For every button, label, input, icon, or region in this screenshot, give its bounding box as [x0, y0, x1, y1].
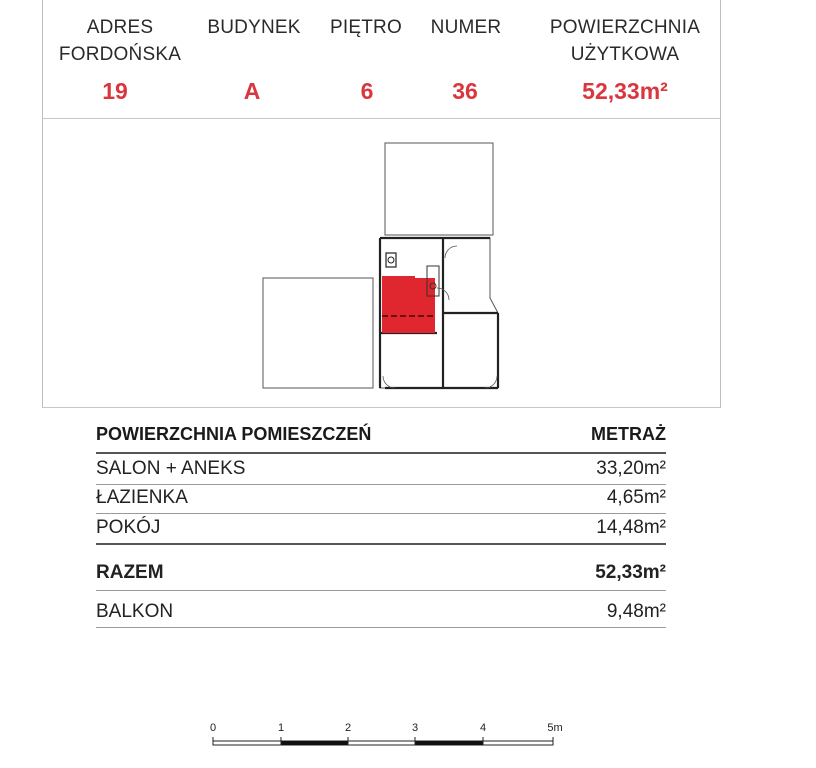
scale-label: 3: [411, 722, 419, 734]
area-label-line1: POWIERZCHNIA: [549, 17, 701, 38]
row-divider: [96, 484, 666, 485]
address-label-line2: FORDOŃSKA: [58, 44, 182, 65]
address-value: 19: [102, 78, 128, 104]
scale-label: 1: [277, 722, 285, 734]
building-value: A: [243, 78, 261, 104]
floor-label: PIĘTRO: [330, 17, 402, 38]
floor-value: 6: [360, 78, 374, 104]
row-divider: [96, 627, 666, 628]
room-name: SALON + ANEKS: [96, 458, 246, 479]
total-row: [96, 562, 666, 584]
building-label: BUDYNEK: [207, 17, 301, 38]
scale-label: 5m: [547, 722, 563, 734]
total-label: RAZEM: [96, 562, 164, 583]
area-value: 52,33m²: [582, 78, 668, 104]
room-area: 14,48m²: [596, 517, 666, 538]
frame-right-border: [720, 0, 721, 408]
scale-label: 2: [344, 722, 352, 734]
header-number: [421, 14, 511, 41]
header-address: [55, 14, 185, 68]
table-header-rule: [96, 452, 666, 454]
room-area: 4,65m²: [606, 487, 666, 508]
room-area: 33,20m²: [596, 458, 666, 479]
header-floor: [322, 14, 410, 41]
frame-left-border: [42, 0, 43, 408]
table-row: [96, 487, 666, 509]
scale-ruler: [205, 736, 565, 748]
room-name: ŁAZIENKA: [96, 487, 188, 508]
total-area: 52,33m²: [595, 562, 666, 583]
balcony-label: BALKON: [96, 601, 174, 622]
address-label-line1: ADRES: [86, 17, 154, 38]
row-divider: [96, 590, 666, 591]
rooms-table-header: [96, 424, 666, 445]
header-building: [200, 14, 308, 41]
row-divider: [96, 513, 666, 514]
number-value: 36: [452, 78, 478, 104]
scale-label: 4: [479, 722, 487, 734]
balcony-area: 9,48m²: [606, 601, 666, 622]
total-rule: [96, 543, 666, 545]
balcony-row: [96, 601, 666, 623]
number-label: NUMER: [430, 17, 502, 38]
area-header-label: METRAŻ: [591, 424, 666, 444]
header-divider: [42, 118, 721, 119]
table-row: [96, 517, 666, 539]
table-row: [96, 458, 666, 480]
room-name: POKÓJ: [96, 517, 161, 538]
area-label-line2: UŻYTKOWA: [570, 44, 680, 65]
scale-label: 0: [209, 722, 217, 734]
header-area: [540, 14, 710, 68]
floor-plan-icon: [255, 138, 515, 400]
rooms-header-label: POWIERZCHNIA POMIESZCZEŃ: [96, 424, 372, 444]
plan-divider: [42, 407, 721, 408]
